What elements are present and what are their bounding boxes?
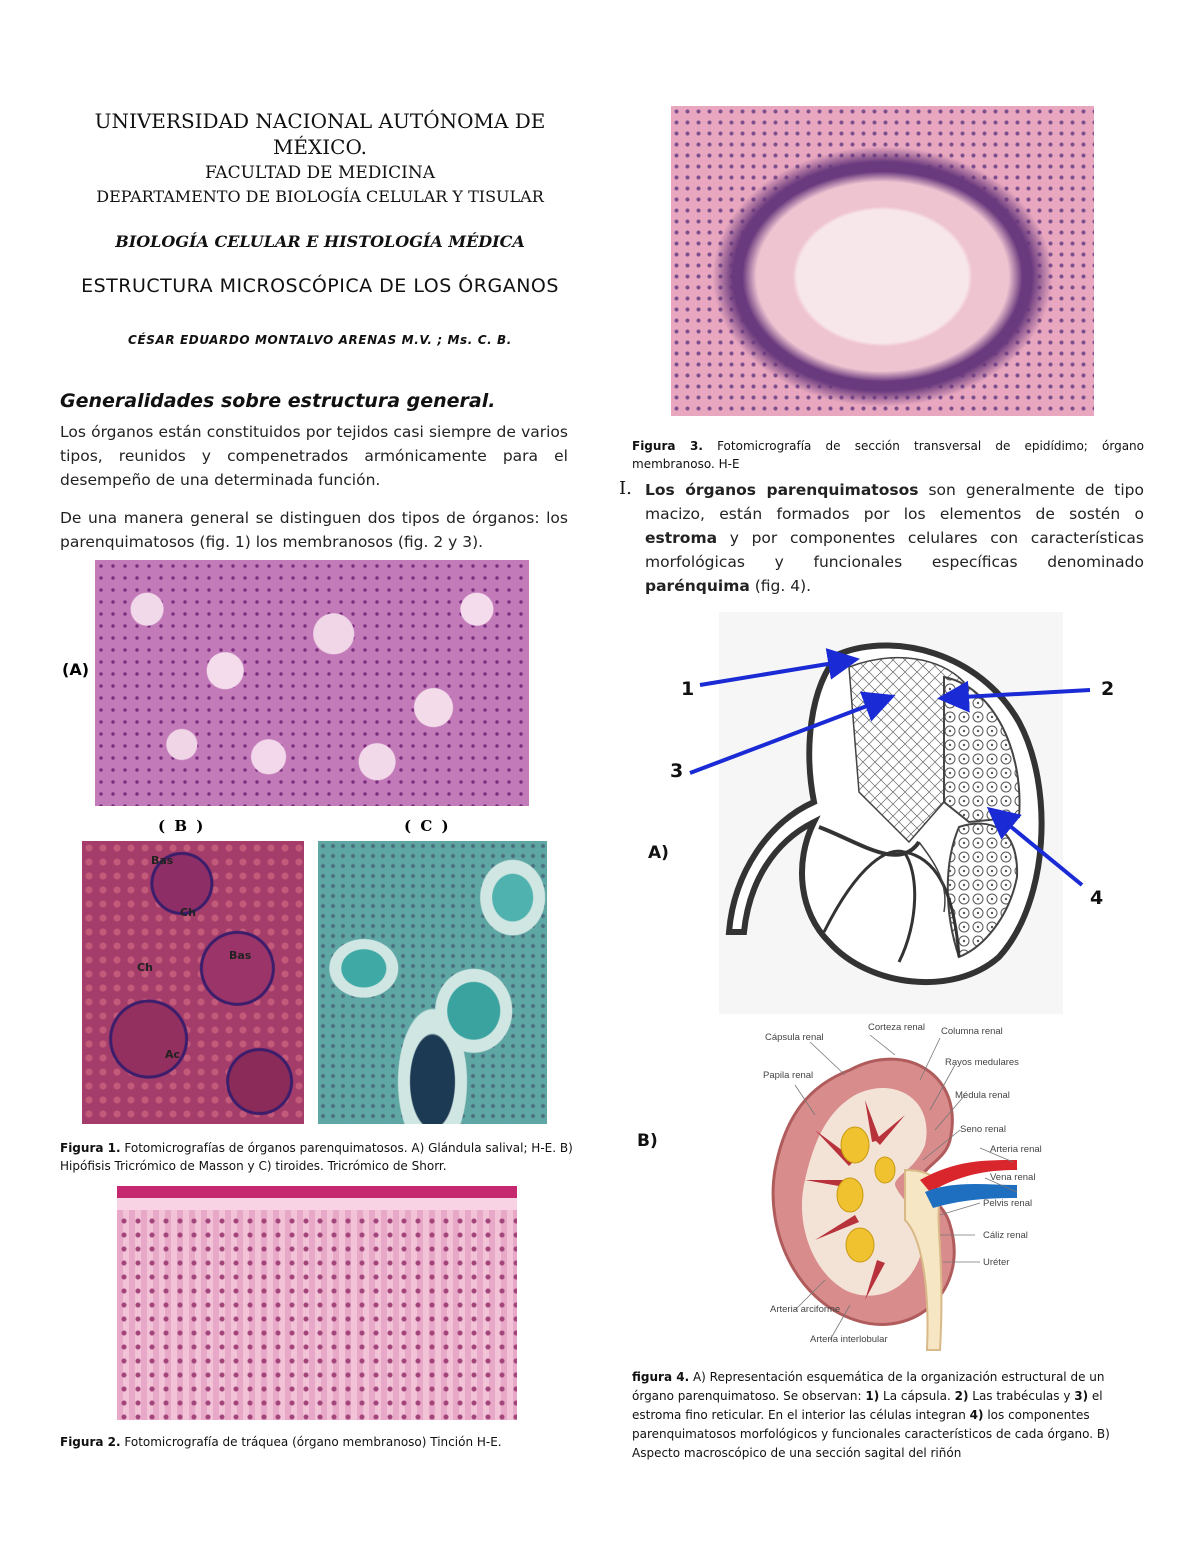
paragraph-text: y por componentes celulares con características morfológicas y funcionales específicas denominado xyxy=(645,529,1144,571)
figure4-label-b: B) xyxy=(637,1131,658,1151)
diagram-number-4: 4 xyxy=(1090,887,1104,909)
micrograph-tag: Bas xyxy=(229,949,252,962)
paragraph-lead: Los órganos parenquimatosos xyxy=(645,481,919,499)
micrograph-tag: Ch xyxy=(137,961,153,974)
kidney-label: Médula renal xyxy=(955,1090,1010,1101)
faculty-name: FACULTAD DE MEDICINA xyxy=(204,163,436,183)
figure4-caption-text: Las trabéculas y xyxy=(968,1389,1075,1403)
micrograph-tag: Ac xyxy=(165,1048,181,1061)
course-name: BIOLOGÍA CELULAR E HISTOLOGÍA MÉDICA xyxy=(115,232,525,251)
figure4-caption-text: el estroma fino reticular. En el interior las células integran xyxy=(632,1389,1103,1422)
trachea-micrograph xyxy=(117,1186,517,1420)
diagram-arrows xyxy=(640,640,1120,900)
figure4-caption xyxy=(632,1368,1144,1463)
figure1-caption xyxy=(60,1139,580,1175)
paragraph-term-parenchyma: parénquima xyxy=(645,577,750,595)
kidney-label: Rayos medulares xyxy=(945,1057,1019,1068)
arrow-1 xyxy=(700,660,852,685)
figure3-caption-text: Fotomicrografía de sección transversal de epidídimo; órgano membranoso. H-E xyxy=(632,439,1144,471)
arrow-3 xyxy=(690,698,888,773)
figure1-label-b: ( B ) xyxy=(158,817,206,835)
kidney-label: Columna renal xyxy=(941,1026,1003,1037)
figure2-caption-lead: Figura 2. xyxy=(60,1435,121,1449)
figure4-caption-text: los componentes parenquimatosos morfológicos y funcionales característicos de cada órgano. B) Aspecto macroscópico de una sección sagital del riñón xyxy=(632,1408,1110,1460)
micrograph-tag: Bas xyxy=(151,854,174,867)
diagram-number-1: 1 xyxy=(681,678,695,700)
kidney-label: Arteria arciforme xyxy=(770,1304,841,1315)
pituitary-micrograph xyxy=(82,841,304,1124)
caption-num: 3) xyxy=(1074,1389,1089,1403)
parenchymal-organs-paragraph xyxy=(645,478,1144,598)
kidney-label: Vena renal xyxy=(990,1172,1036,1183)
figure4-label-a: A) xyxy=(648,843,669,863)
paragraph-term-stroma: estroma xyxy=(645,529,718,547)
university-name: UNIVERSIDAD NACIONAL AUTÓNOMA DE MÉXICO. xyxy=(94,109,546,159)
figure1-caption-lead: Figura 1. xyxy=(60,1141,121,1155)
figure3-caption xyxy=(632,437,1144,473)
figure4-caption-text: La cápsula. xyxy=(879,1389,955,1403)
figure2-caption xyxy=(60,1433,580,1451)
kidney-label: Uréter xyxy=(983,1257,1010,1268)
document-title: ESTRUCTURA MICROSCÓPICA DE LOS ÓRGANOS xyxy=(81,275,559,297)
epididymis-micrograph xyxy=(671,106,1094,416)
author-line: CÉSAR EDUARDO MONTALVO ARENAS M.V. ; Ms. C. B. xyxy=(128,333,512,347)
paragraph-text: (fig. 4). xyxy=(749,577,812,595)
intro-paragraph-1: Los órganos están constituidos por tejidos casi siempre de varios tipos, reunidos y compenetrados armónicamente para el desempeño de una determinada función. xyxy=(60,423,568,489)
caption-num: 1) xyxy=(865,1389,880,1403)
kidney-label: Corteza renal xyxy=(868,1022,926,1033)
caption-num: 4) xyxy=(969,1408,984,1422)
micrograph-tag: Ch xyxy=(180,906,196,919)
intro-paragraph-2: De una manera general se distinguen dos tipos de órganos: los parenquimatosos (fig. 1) los membranosos (fig. 2 y 3). xyxy=(60,509,568,551)
figure1-label-c: ( C ) xyxy=(404,817,451,835)
paragraph-text: son generalmente de tipo macizo, están formados por los elementos de sostén o xyxy=(645,481,1144,523)
figure4-caption-lead: figura 4. xyxy=(632,1370,690,1384)
kidney-label: Cápsula renal xyxy=(765,1032,824,1043)
figure4-caption-text: A) Representación esquemática de la organización estructural de un órgano parenquimatoso. Se observan: xyxy=(632,1370,1105,1403)
thyroid-micrograph xyxy=(318,841,547,1124)
diagram-number-2: 2 xyxy=(1101,678,1115,700)
arrow-2 xyxy=(945,690,1090,698)
list-numeral: I. xyxy=(619,478,632,499)
salivary-gland-micrograph xyxy=(95,560,529,806)
department-name: DEPARTAMENTO DE BIOLOGÍA CELULAR Y TISULAR xyxy=(96,187,544,206)
kidney-section-illustration xyxy=(755,1020,1085,1352)
kidney-label: Arteria interlobular xyxy=(810,1334,888,1345)
figure3-caption-lead: Figura 3. xyxy=(632,439,703,453)
kidney-label: Cáliz renal xyxy=(983,1230,1028,1241)
section-heading: Generalidades sobre estructura general. xyxy=(60,390,496,412)
kidney-label: Papila renal xyxy=(763,1070,814,1081)
kidney-label: Seno renal xyxy=(960,1124,1006,1135)
kidney-label: Pelvis renal xyxy=(983,1198,1033,1209)
diagram-number-3: 3 xyxy=(670,760,684,782)
figure1-label-a: (A) xyxy=(62,660,90,679)
figure1-caption-text: Fotomicrografías de órganos parenquimatosos. A) Glándula salival; H-E. B) Hipófisis Tricrómico de Masson y C) tiroides. Tricrómico de Shorr. xyxy=(60,1141,573,1173)
arrow-4 xyxy=(993,812,1082,885)
figure2-caption-text: Fotomicrografía de tráquea (órgano membranoso) Tinción H-E. xyxy=(124,1435,502,1449)
caption-num: 2) xyxy=(954,1389,969,1403)
kidney-label: Arteria renal xyxy=(990,1144,1042,1155)
